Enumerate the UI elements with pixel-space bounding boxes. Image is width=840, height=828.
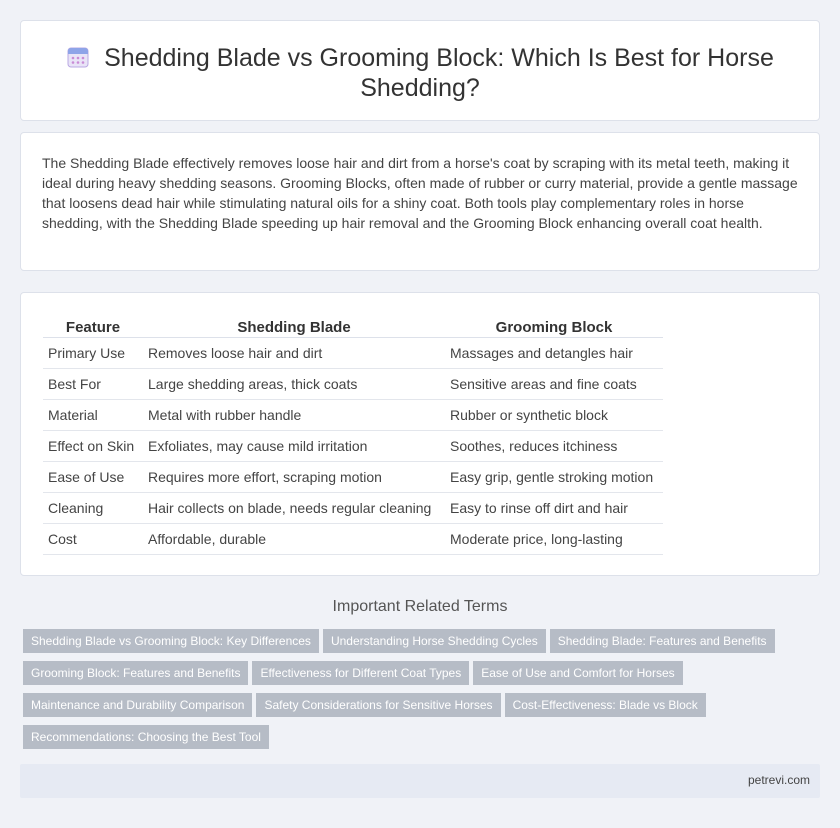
related-tag[interactable]: Understanding Horse Shedding Cycles bbox=[323, 629, 546, 653]
row-shedding-blade: Affordable, durable bbox=[143, 524, 445, 555]
row-feature: Best For bbox=[43, 369, 143, 400]
row-feature: Material bbox=[43, 400, 143, 431]
row-shedding-blade: Large shedding areas, thick coats bbox=[143, 369, 445, 400]
comparison-table bbox=[43, 317, 663, 555]
related-tag[interactable]: Recommendations: Choosing the Best Tool bbox=[23, 725, 269, 749]
title-card bbox=[20, 20, 820, 121]
row-feature: Cost bbox=[43, 524, 143, 555]
related-tag[interactable]: Ease of Use and Comfort for Horses bbox=[473, 661, 682, 685]
related-tag[interactable]: Safety Considerations for Sensitive Horses bbox=[256, 693, 500, 717]
table-row bbox=[43, 369, 663, 400]
row-grooming-block: Sensitive areas and fine coats bbox=[445, 369, 663, 400]
row-feature: Cleaning bbox=[43, 493, 143, 524]
table-row bbox=[43, 493, 663, 524]
row-grooming-block: Massages and detangles hair bbox=[445, 338, 663, 369]
row-feature: Primary Use bbox=[43, 338, 143, 369]
intro-paragraph: The Shedding Blade effectively removes loose hair and dirt from a horse's coat by scraping with its metal teeth, making it ideal during heavy shedding seasons. Grooming Blocks, often made of rubber or curry material, provide a gentle massage that loosens dead hair while stimulating natural oils for a shiny coat. Both tools play complementary roles in horse shedding, with the Shedding Blade speeding up hair removal and the Grooming Block enhancing overall coat health. bbox=[42, 155, 798, 231]
table-header-row bbox=[43, 317, 663, 338]
row-shedding-blade: Exfoliates, may cause mild irritation bbox=[143, 431, 445, 462]
footer bbox=[20, 764, 820, 798]
row-grooming-block: Soothes, reduces itchiness bbox=[445, 431, 663, 462]
header-grooming-block: Grooming Block bbox=[445, 317, 663, 338]
header-shedding-blade: Shedding Blade bbox=[143, 317, 445, 338]
related-tag[interactable]: Grooming Block: Features and Benefits bbox=[23, 661, 248, 685]
comparison-table-card bbox=[20, 292, 820, 576]
table-row bbox=[43, 524, 663, 555]
row-feature: Effect on Skin bbox=[43, 431, 143, 462]
page-title bbox=[21, 43, 819, 103]
row-feature: Ease of Use bbox=[43, 462, 143, 493]
row-grooming-block: Easy to rinse off dirt and hair bbox=[445, 493, 663, 524]
related-terms-heading: Important Related Terms bbox=[332, 598, 508, 615]
page-title-text: Shedding Blade vs Grooming Block: Which Is Best for Horse Shedding? bbox=[104, 44, 774, 102]
row-shedding-blade: Metal with rubber handle bbox=[143, 400, 445, 431]
row-grooming-block: Moderate price, long-lasting bbox=[445, 524, 663, 555]
header-feature: Feature bbox=[43, 317, 143, 338]
row-shedding-blade: Removes loose hair and dirt bbox=[143, 338, 445, 369]
row-shedding-blade: Hair collects on blade, needs regular cleaning bbox=[143, 493, 445, 524]
related-tag[interactable]: Maintenance and Durability Comparison bbox=[23, 693, 252, 717]
footer-site-link[interactable]: petrevi.com bbox=[747, 773, 810, 787]
table-row bbox=[43, 462, 663, 493]
related-tag[interactable]: Shedding Blade: Features and Benefits bbox=[550, 629, 775, 653]
intro-card bbox=[20, 132, 820, 271]
row-grooming-block: Rubber or synthetic block bbox=[445, 400, 663, 431]
table-row bbox=[43, 400, 663, 431]
related-tag[interactable]: Shedding Blade vs Grooming Block: Key Differences bbox=[23, 629, 319, 653]
table-row bbox=[43, 431, 663, 462]
table-row bbox=[43, 338, 663, 369]
row-shedding-blade: Requires more effort, scraping motion bbox=[143, 462, 445, 493]
related-terms-list bbox=[23, 629, 803, 757]
related-tag[interactable]: Effectiveness for Different Coat Types bbox=[252, 661, 469, 685]
related-tag[interactable]: Cost-Effectiveness: Blade vs Block bbox=[505, 693, 706, 717]
calendar-icon bbox=[66, 45, 90, 69]
row-grooming-block: Easy grip, gentle stroking motion bbox=[445, 462, 663, 493]
